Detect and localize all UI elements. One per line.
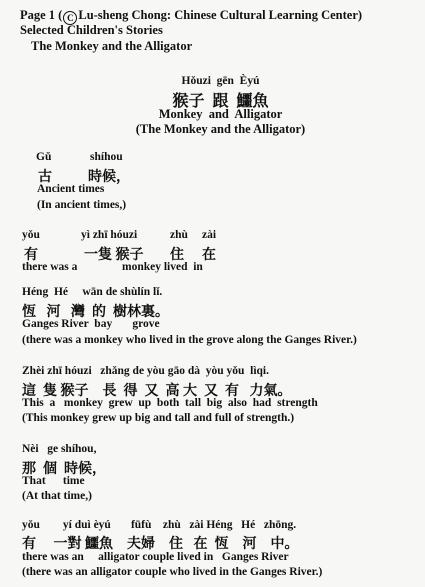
translation: (This monkey grew up big and tall and full of strength.) — [22, 412, 295, 424]
chinese-line: 那 個 時候， — [22, 462, 106, 477]
chinese-word: 有 — [24, 248, 38, 263]
chinese-line: 有 一對 鱷魚 夫婦 住 在 恆 河 中。 — [22, 537, 299, 552]
chinese-word: 一隻 猴子 — [84, 248, 144, 263]
english-gloss: Ganges River bay grove — [22, 318, 160, 330]
chinese-word: 時候， — [88, 170, 130, 185]
header-page-label: Page 1 ( — [20, 8, 63, 22]
title-chinese: 猴子 跟 鱷魚 — [172, 93, 269, 110]
pinyin-line: Nèi ge shíhou, — [22, 443, 97, 455]
pinyin-word: zài — [202, 229, 217, 241]
title-english: Monkey and Alligator — [158, 107, 283, 121]
pinyin-word: Gǔ — [36, 151, 52, 163]
pinyin-line: yǒu yí duì èyú fūfù zhù zài Héng Hé zhōng. — [22, 519, 297, 531]
pinyin-word: shíhou — [90, 151, 123, 163]
english-gloss: That time — [22, 475, 85, 487]
english-gloss: monkey lived in — [122, 261, 203, 273]
translation: (At that time,) — [22, 490, 92, 502]
translation: (there was a monkey who lived in the grove along the Ganges River.) — [22, 334, 357, 346]
header-line-2: Selected Children's Stories — [20, 23, 163, 37]
pinyin-line: Zhèi zhī hóuzi zhǎng de yòu gāo dà yòu yǒu lìqi. — [22, 365, 269, 377]
chinese-word: 住 — [170, 248, 184, 263]
title-pinyin: Hǒuzi gēn Èyú — [181, 75, 260, 87]
translation: (In ancient times,) — [37, 199, 127, 211]
english-gloss: there was an alligator couple lived in Ganges River — [22, 551, 289, 563]
english-gloss: there was a — [22, 261, 78, 273]
chinese-line: 這 隻 猴子 長 得 又 高 大 又 有 力氣。 — [22, 384, 292, 399]
pinyin-word: zhù — [170, 229, 188, 241]
pinyin-word: yì zhī hóuzi — [81, 229, 138, 241]
pinyin-word: yǒu — [22, 229, 40, 241]
translation: (there was an alligator couple who lived in the Ganges River.) — [22, 566, 323, 578]
english-gloss: Ancient times — [37, 183, 105, 195]
header-author: Lu-sheng Chong: Chinese Cultural Learning Center) — [78, 8, 363, 22]
title-translation: (The Monkey and the Alligator) — [135, 122, 306, 136]
chinese-word: 古 — [38, 170, 52, 185]
chinese-line: 恆 河 灣 的 樹林裏。 — [22, 305, 169, 320]
copyright-icon: C — [63, 11, 77, 25]
pinyin-line: Héng Hé wān de shùlín lǐ. — [22, 286, 163, 298]
header-line-3: The Monkey and the Alligator — [31, 39, 193, 53]
english-gloss: This a monkey grew up both tall big also had strength — [22, 397, 318, 409]
chinese-word: 在 — [202, 248, 216, 263]
